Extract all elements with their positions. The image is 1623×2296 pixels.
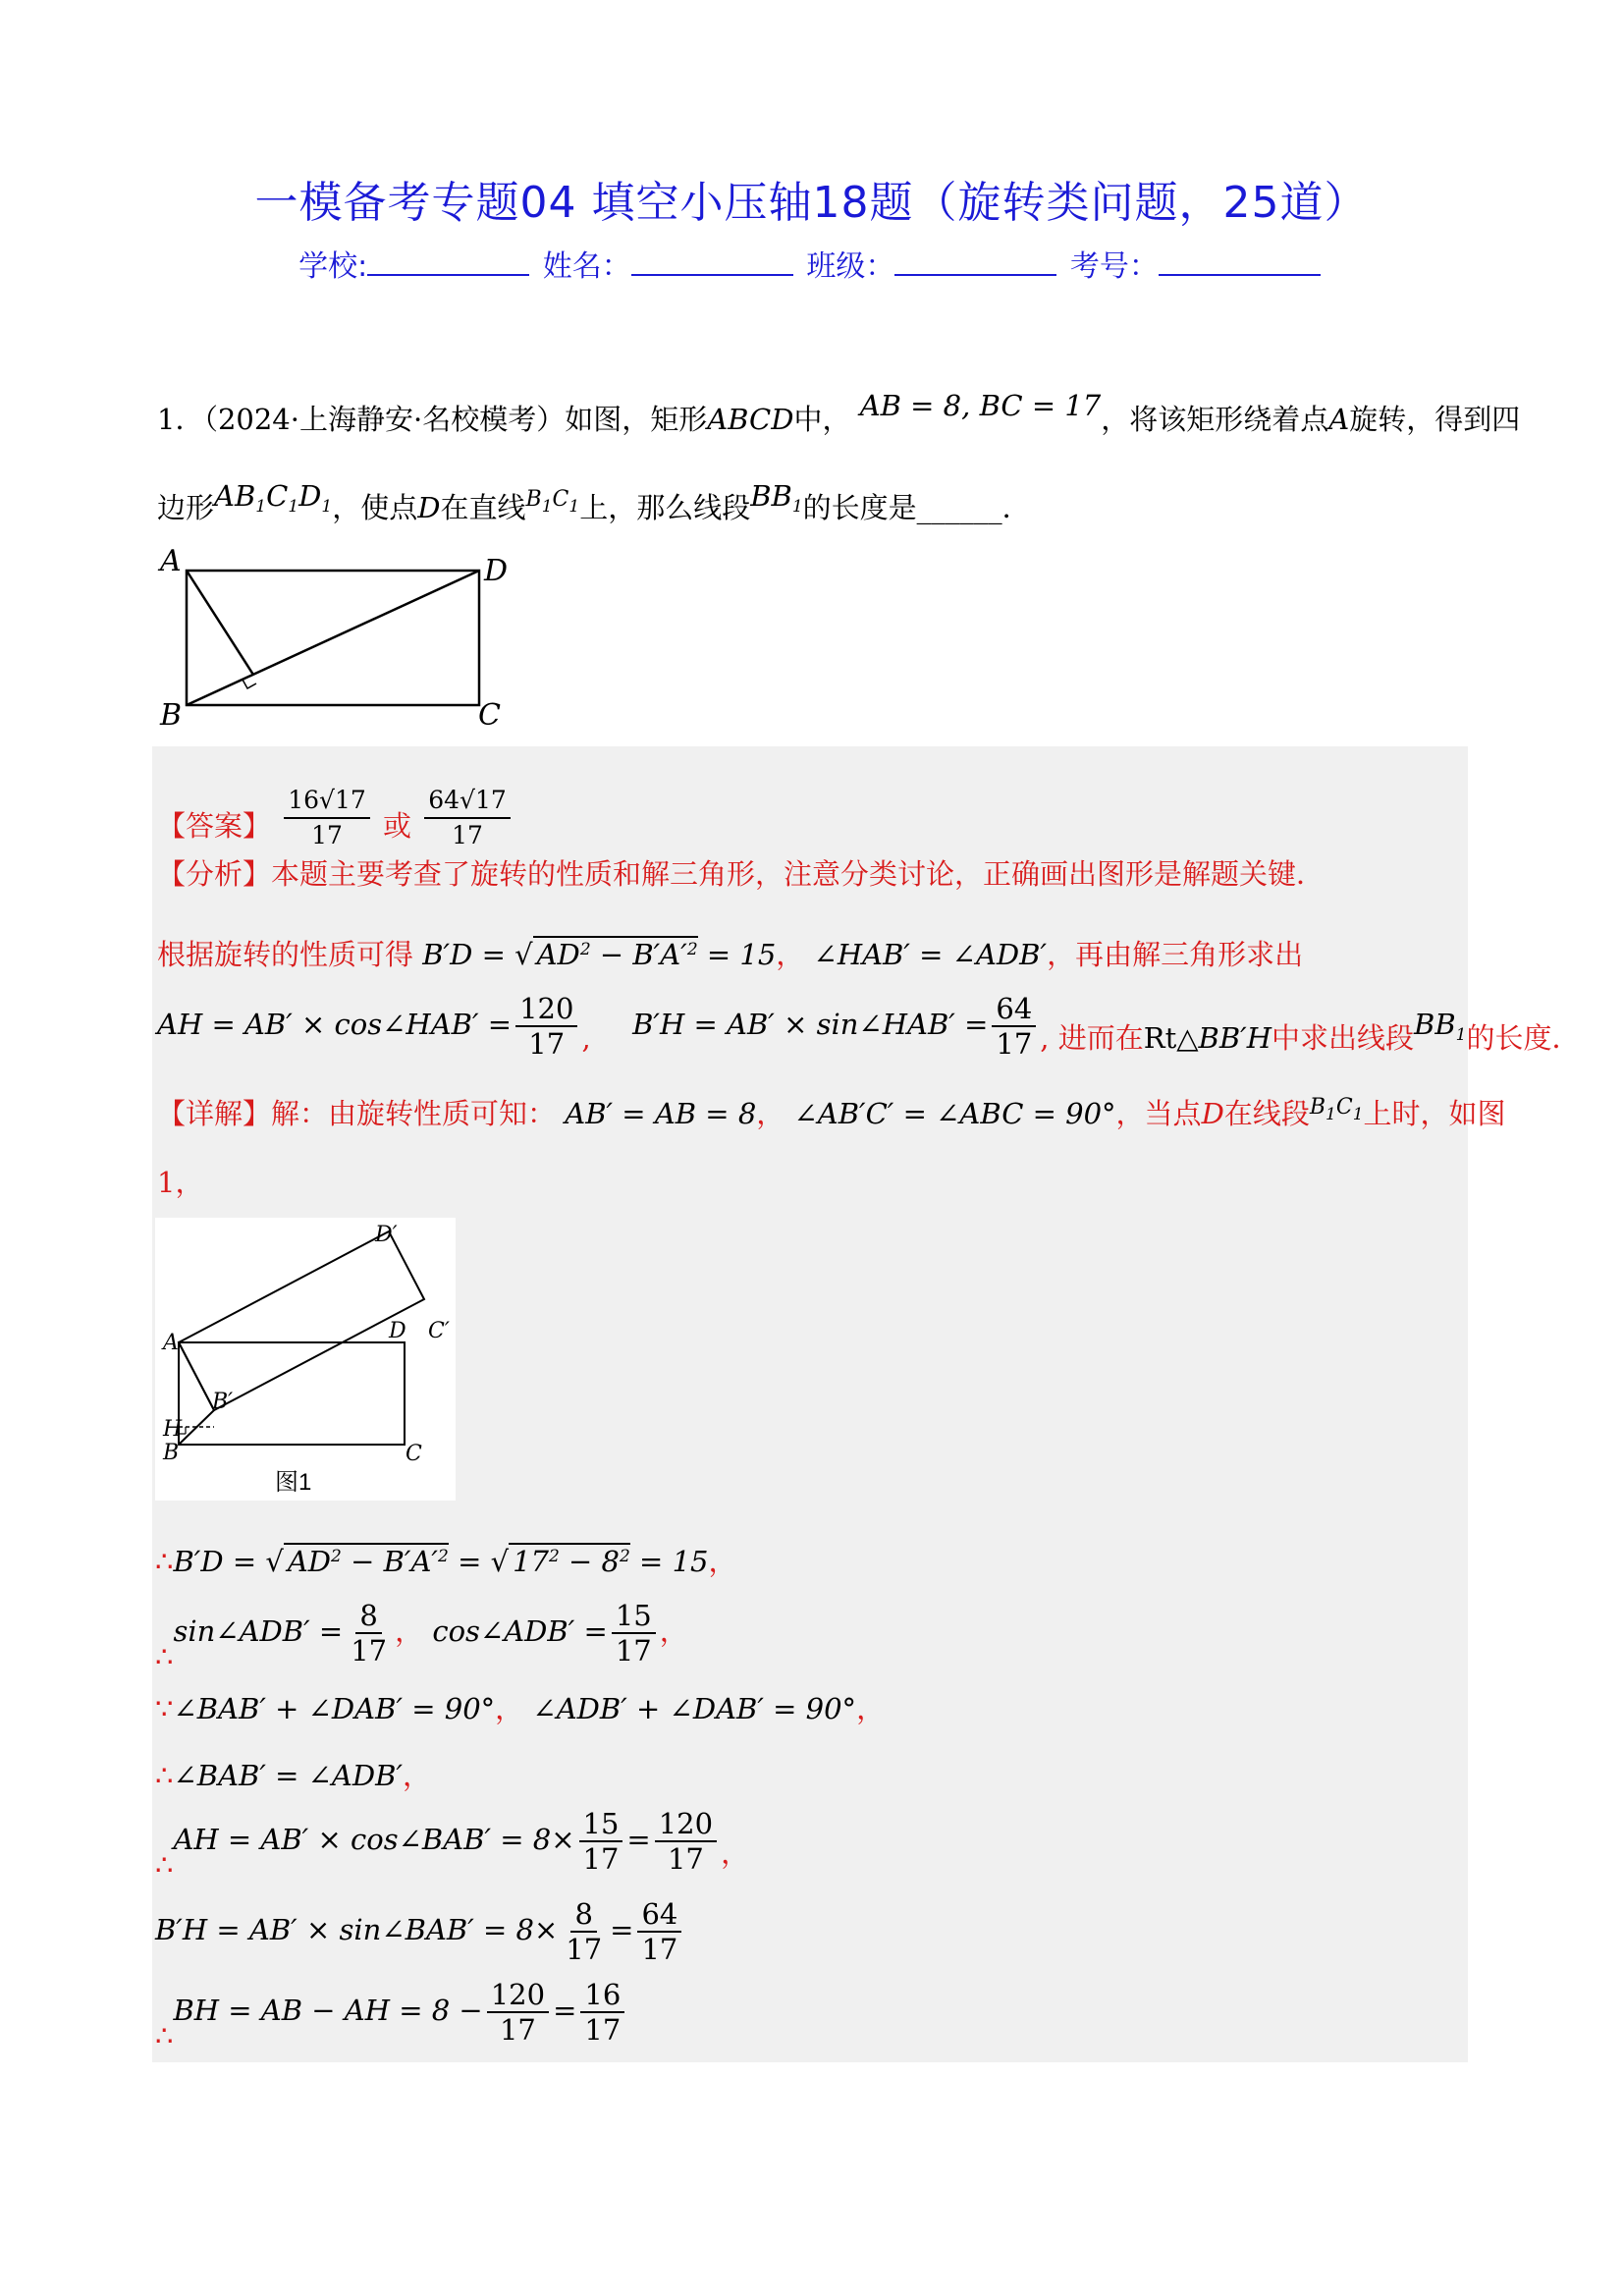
school-blank (367, 246, 529, 276)
field-name-label: 姓名： (542, 249, 631, 284)
analysis-line2-end: ，再由解三角形求出 (1047, 938, 1304, 971)
answer-label: 【答案】 (157, 809, 272, 843)
fig1-label-cp: C′ (428, 1319, 450, 1343)
fig-label-c: C (478, 698, 501, 733)
analysis-line2-pre: 根据旋转的性质可得 (157, 938, 414, 971)
answer-or: 或 (383, 809, 412, 843)
step-1: ∴B′D = √ $AD^2 - B'A'^2$ = √ $17^2 - 8^2 = 15$， (155, 1545, 737, 1578)
step-5: ∴AH = AB′ × cos∠BAB′ = 8× $\frac{15}{17}$ = $\frac{120}{17}$ ， (155, 1807, 750, 1882)
question-line2-1: 边形 (157, 491, 215, 524)
detail-label: 【详解】 (157, 1097, 272, 1130)
class-blank (894, 246, 1056, 276)
detail-text-1: 解：由旋转性质可知： (271, 1097, 557, 1130)
detail-text-5: 上时，如图 (1363, 1097, 1506, 1130)
analysis-line3-post: 中求出线段 (1271, 1021, 1415, 1055)
question-text-2: 中， (793, 403, 851, 436)
name-blank (631, 246, 793, 276)
detail-point-d: D (1201, 1097, 1224, 1130)
question-source: （2024·上海静安·名校模考） (203, 403, 566, 436)
field-id-label: 考号： (1069, 249, 1159, 284)
rt-triangle: Rt△BB′H (1143, 1021, 1272, 1055)
step-4: ∴∠BAB′ = ∠ADB′， (155, 1759, 432, 1792)
question-figure (152, 545, 525, 737)
fig-label-b: B (160, 698, 183, 733)
formula-bpd: B′D = √ $AD^2 - B'A'^2 = 15$ (422, 938, 777, 971)
detail-text-4: 在线段 (1223, 1097, 1310, 1130)
fig1-label-bp: B′ (212, 1390, 234, 1414)
student-info-row (0, 242, 1623, 285)
point-d-text: D (417, 491, 441, 524)
answer-value-1: $\frac{16√17}{17}$ (284, 784, 370, 852)
segment-bb1: $BB_1$ (750, 479, 803, 517)
line-b1c1: B1C1 (525, 487, 580, 517)
quad-name: $AB_1C_1D_1$ (214, 479, 333, 517)
shape-name: ABCD (707, 403, 794, 436)
question-text-4: 旋转，得到四 (1349, 403, 1521, 436)
answer-value-2: $\frac{64√17}{17}$ (424, 784, 511, 852)
question-line2-3: 在直线 (440, 491, 526, 524)
question-number: 1． (157, 403, 204, 436)
question-line-1 (157, 389, 1521, 438)
figure-1 (155, 1218, 456, 1501)
fig1-label-c: C (406, 1442, 422, 1466)
formula-bph: B′H = AB′ × sin∠HAB′ = (632, 1008, 989, 1041)
frac-120-17: $\frac{120}{17}$ (515, 992, 577, 1061)
question-text-1: 如图，矩形 (565, 403, 708, 436)
analysis-text: 本题主要考查了旋转的性质和解三角形，注意分类讨论，正确画出图形是解题关键． (271, 857, 1325, 891)
question-line-2 (157, 479, 1031, 528)
analysis-line3-mid: 进而在 (1057, 1021, 1144, 1055)
analysis-line-3: AH = AB′ × cos∠HAB′ = $\frac{120}{17}$ , B′H = AB′ × sin∠HAB′ = $\frac{64}{17}$ , 进而在Rt△BB′H中求出线段$BB_1$的长度． (157, 992, 1581, 1061)
fig-label-a: A (160, 545, 182, 578)
fig1-label-d: D (389, 1319, 406, 1343)
segment-b1c1: B1C1 (1309, 1095, 1364, 1124)
question-line2-4: 上，那么线段 (579, 491, 751, 524)
id-blank (1159, 246, 1321, 276)
field-class-label: 班级： (806, 249, 895, 284)
step-6: B′H = AB′ × sin∠BAB′ = 8× $\frac{8}{17}$ = $\frac{64}{17}$ (155, 1897, 685, 1966)
formula-right-angle: ∠AB′C′ = ∠ABC = 90° (793, 1097, 1116, 1130)
formula-angle-eq: ∠HAB′ = ∠ADB′ (813, 938, 1048, 971)
analysis-line3-end: 的长度． (1466, 1021, 1581, 1055)
step-3: ∵∠BAB′ + ∠DAB′ = 90°， ∠ADB′ + ∠DAB′ = 90°， (155, 1692, 886, 1725)
analysis-line-1 (157, 852, 1325, 893)
frac-64-17: $\frac{64}{17}$ (992, 992, 1036, 1061)
question-line2-5: 的长度是______． (802, 491, 1031, 524)
fig1-label-b: B (163, 1441, 180, 1465)
fig1-label-dp: D′ (375, 1223, 398, 1247)
fig1-label-a: A (163, 1331, 179, 1355)
given-values: AB = 8, BC = 17 (859, 389, 1102, 422)
fig1-label-h: H (163, 1417, 183, 1442)
page-title: 一模备考专题04 填空小压轴18题（旋转类问题，25道） (254, 178, 1369, 228)
detail-line-1: 【详解】解：由旋转性质可知： AB′ = AB = 8， ∠AB′C′ = ∠ABC = 90°，当点D在线段$^{B_1C_1}$上时，如图 (157, 1095, 1506, 1130)
formula-ah: AH = AB′ × cos∠HAB′ = (157, 1008, 513, 1041)
fig1-caption: 图1 (275, 1469, 312, 1496)
question-text-3: ，将该矩形绕着点 (1101, 403, 1329, 436)
analysis-line-2 (157, 933, 1303, 973)
fig-label-d: D (484, 554, 509, 588)
step-2: ∴sin∠ADB′ = $\frac{8}{17}$ ， cos∠ADB′ = $\frac{15}{17}$ ， (155, 1599, 688, 1673)
field-school-label: 学校: (298, 249, 368, 284)
formula-abp: AB′ = AB = 8 (565, 1097, 757, 1130)
point-a-text: A (1328, 403, 1350, 436)
analysis-label: 【分析】 (157, 857, 272, 891)
answer-line (157, 758, 514, 849)
detail-line-2: 1， (157, 1166, 204, 1199)
segment-bb1-2: $BB_1$ (1414, 1008, 1467, 1045)
detail-text-2: ，当点 (1115, 1097, 1202, 1130)
question-line2-2: ，使点 (332, 491, 418, 524)
step-7: ∴BH = AB − AH = 8 − $\frac{120}{17}$ = $\frac{16}{17}$ (155, 1978, 628, 2047)
analysis-line2-post: ， (776, 938, 805, 971)
